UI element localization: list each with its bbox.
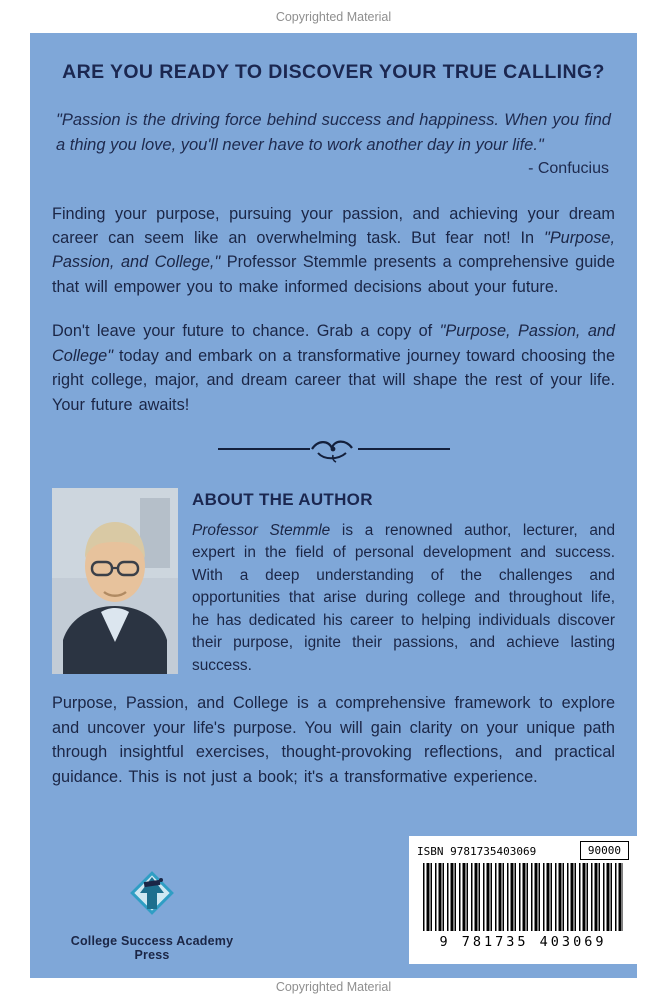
author-photo bbox=[52, 488, 178, 674]
divider-flourish-icon bbox=[52, 437, 615, 470]
quote bbox=[56, 108, 611, 158]
barcode-header bbox=[417, 841, 629, 860]
about-text-column bbox=[192, 488, 615, 677]
publisher-logo-icon bbox=[52, 865, 252, 926]
paragraph-1-pre: Finding your purpose, pursuing your passion, and achieving your dream career can seem like an overwhelming task. But fear not! In bbox=[52, 204, 615, 247]
copyright-notice-top: Copyrighted Material bbox=[275, 10, 392, 24]
barcode-digits: 9 781735 403069 bbox=[417, 931, 629, 950]
quote-text: "Passion is the driving force behind success and happiness. When you find a thing you love, you'll never have to work another day in your life." bbox=[56, 111, 611, 154]
barcode-bars bbox=[423, 863, 623, 931]
copyright-notice-bottom: Copyrighted Material bbox=[275, 980, 392, 994]
paragraph-2 bbox=[52, 319, 615, 417]
paragraph-1-booktitle: "Purpose, Passion, and College," bbox=[52, 228, 615, 272]
about-heading: ABOUT THE AUTHOR bbox=[192, 490, 373, 509]
isbn-label: ISBN 9781735403069 bbox=[417, 845, 537, 858]
quote-attribution: - Confucius bbox=[528, 159, 609, 177]
paragraph-2-post: today and embark on a transformative journey toward choosing the right college, major, and dream career that will shape the rest of your life. Your future awaits! bbox=[52, 346, 615, 414]
about-section bbox=[52, 488, 615, 677]
paragraph-2-pre: Don't leave your future to chance. Grab a copy of bbox=[52, 322, 440, 341]
paragraph-1-post: Professor Stemmle presents a comprehensive guide that will empower you to make informed decisions about your future. bbox=[52, 253, 615, 296]
about-body: is a renowned author, lecturer, and expert in the field of personal development and success. With a deep understanding of the challenges and opportunities that arise during college and throughout life, he has dedicated his career to helping individuals discover their purpose, ignite their passions, and achieve lasting success. bbox=[192, 522, 615, 674]
closing-paragraph: Purpose, Passion, and College is a comprehensive framework to explore and uncover your life's purpose. You will gain clarity on your unique path through insightful exercises, thought-provoking reflections, and practical guidance. This is not just a book; it's a transformative experience. bbox=[52, 694, 615, 786]
publisher-block bbox=[52, 865, 252, 962]
author-name: Professor Stemmle bbox=[192, 522, 331, 539]
headline: ARE YOU READY TO DISCOVER YOUR TRUE CALLING? bbox=[62, 61, 605, 83]
back-cover bbox=[30, 33, 637, 978]
paragraph-1 bbox=[52, 202, 615, 300]
price-code: 90000 bbox=[580, 841, 629, 860]
barcode bbox=[409, 836, 637, 964]
paragraph-2-booktitle: "Purpose, Passion, and College" bbox=[52, 322, 615, 365]
publisher-name: College Success Academy Press bbox=[70, 934, 234, 962]
about-text bbox=[192, 520, 615, 677]
